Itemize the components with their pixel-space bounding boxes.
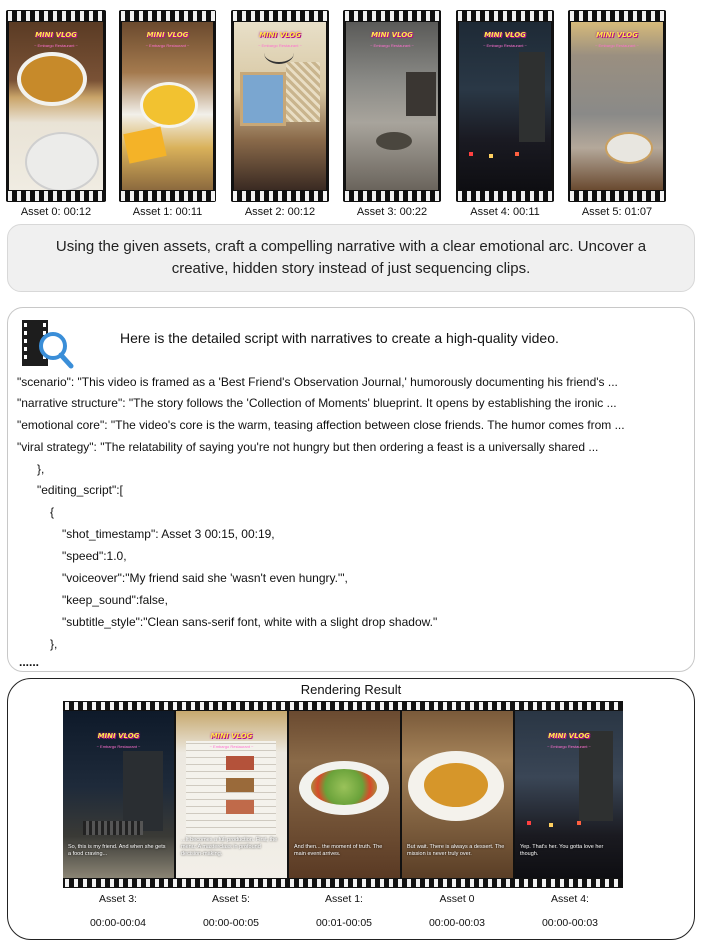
frame-subtitle: And then... the moment of truth. The main event arrives. xyxy=(294,844,383,857)
rendered-frame[interactable] xyxy=(176,711,287,878)
film-perforation xyxy=(456,191,554,201)
rendered-filmstrip xyxy=(63,701,623,888)
rendering-result-panel xyxy=(7,678,695,940)
asset-label: Asset 1: 00:11 xyxy=(132,206,203,218)
film-perforation xyxy=(63,879,623,887)
script-line: "emotional core": "The video's core is the warm, teasing affection between close friends. The humor comes from ... xyxy=(17,418,625,432)
frame-subtitle: But wait. There is always a dessert. The mission is never truly over. xyxy=(407,844,505,857)
render-asset-label: Asset 4: xyxy=(551,893,589,905)
vlog-badge: MINI VLOG ~ Embargo Restaurant ~ xyxy=(145,31,190,48)
film-perforation xyxy=(568,191,666,201)
vlog-badge: MINI VLOG ~ Embargo Restaurant ~ xyxy=(595,31,639,48)
asset-thumbnail[interactable] xyxy=(343,10,441,202)
render-time-label: 00:00-00:04 xyxy=(89,917,147,929)
render-asset-label: Asset 5: xyxy=(212,893,250,905)
film-perforation xyxy=(456,11,554,21)
vlog-badge: MINI VLOG ~ Embargo Restaurant ~ xyxy=(34,31,78,48)
rendering-result-title: Rendering Result xyxy=(300,682,402,697)
rendered-frame[interactable] xyxy=(63,711,174,878)
film-perforation xyxy=(568,11,666,21)
asset-label: Asset 3: 00:22 xyxy=(356,206,428,218)
asset-label: Asset 0: 00:12 xyxy=(20,206,92,218)
script-line: }, xyxy=(50,637,58,651)
asset-label: Asset 2: 00:12 xyxy=(244,206,316,218)
film-perforation xyxy=(119,191,216,201)
render-asset-label: Asset 3: xyxy=(99,893,137,905)
rendered-frame[interactable] xyxy=(402,711,513,878)
asset-thumbnail[interactable] xyxy=(231,10,329,202)
film-perforation xyxy=(6,11,106,21)
render-time-label: 00:00-00:05 xyxy=(202,917,260,929)
prompt-text: Using the given assets, craft a compelling narrative with a clear emotional arc. Uncover a creative, hidden story instead of just sequencing clips. xyxy=(55,238,647,277)
vlog-badge: MINI VLOG ~ Embargo Restaurant ~ xyxy=(258,31,302,48)
rendered-frame[interactable] xyxy=(515,711,623,878)
rendered-frame[interactable] xyxy=(289,711,400,878)
film-perforation xyxy=(63,702,623,710)
film-perforation xyxy=(343,11,441,21)
script-line: "shot_timestamp": Asset 3 00:15, 00:19, xyxy=(62,527,275,541)
vlog-badge: MINI VLOG ~ Embargo Restaurant ~ xyxy=(370,31,414,48)
script-panel xyxy=(7,307,695,672)
vlog-badge: MINI VLOG ~ Embargo Restaurant ~ xyxy=(209,732,254,749)
vlog-badge: MINI VLOG ~ Embargo Restaurant ~ xyxy=(547,732,591,749)
asset-thumbnail[interactable] xyxy=(456,10,554,202)
script-line: }, xyxy=(37,462,45,476)
film-perforation xyxy=(231,11,329,21)
asset-label: Asset 5: 01:07 xyxy=(581,206,653,218)
asset-thumbnail[interactable] xyxy=(119,10,216,202)
film-perforation xyxy=(119,11,216,21)
film-perforation xyxy=(6,191,106,201)
script-line: ...... xyxy=(19,655,40,669)
script-line: { xyxy=(50,505,55,519)
film-search-icon xyxy=(20,318,74,370)
script-line: "speed":1.0, xyxy=(62,549,127,563)
render-asset-label: Asset 0 xyxy=(439,893,475,905)
render-asset-label: Asset 1: xyxy=(325,893,363,905)
script-line: "viral strategy": "The relatability of saying you're not hungry but then ordering a feast is a universally shared ... xyxy=(17,440,599,454)
render-time-label: 00:01-00:05 xyxy=(315,917,373,929)
render-time-label: 00:00-00:03 xyxy=(541,917,599,929)
asset-label: Asset 4: 00:11 xyxy=(470,206,540,218)
render-time-label: 00:00-00:03 xyxy=(428,917,486,929)
frame-subtitle: So, this is my friend. And when she gets a food craving... xyxy=(68,844,166,857)
frame-subtitle: Yep. That's her. You gotta love her though. xyxy=(520,844,604,857)
film-perforation xyxy=(231,191,329,201)
vlog-badge: MINI VLOG ~ Embargo Restaurant ~ xyxy=(483,31,527,48)
asset-thumbnail[interactable] xyxy=(6,10,106,202)
script-line: "editing_script":[ xyxy=(37,483,123,497)
film-perforation xyxy=(343,191,441,201)
user-prompt xyxy=(7,224,695,292)
script-line: "scenario": "This video is framed as a 'Best Friend's Observation Journal,' humorously documenting his friend's ... xyxy=(17,375,618,389)
script-line: "keep_sound":false, xyxy=(62,593,168,607)
frame-subtitle: ...It becomes a full production. First, the menu: A masterclass in profound decision-making. xyxy=(181,837,278,857)
script-line: "narrative structure": "The story follows the 'Collection of Moments' blueprint. It opens by establishing the ironic ... xyxy=(17,396,617,410)
script-title: Here is the detailed script with narratives to create a high-quality video. xyxy=(120,330,559,346)
vlog-badge: MINI VLOG ~ Embargo Restaurant ~ xyxy=(96,732,141,749)
script-line: "subtitle_style":"Clean sans-serif font, white with a slight drop shadow." xyxy=(62,615,438,629)
asset-thumbnail[interactable] xyxy=(568,10,666,202)
script-line: "voiceover":"My friend said she 'wasn't even hungry.'", xyxy=(62,571,348,585)
